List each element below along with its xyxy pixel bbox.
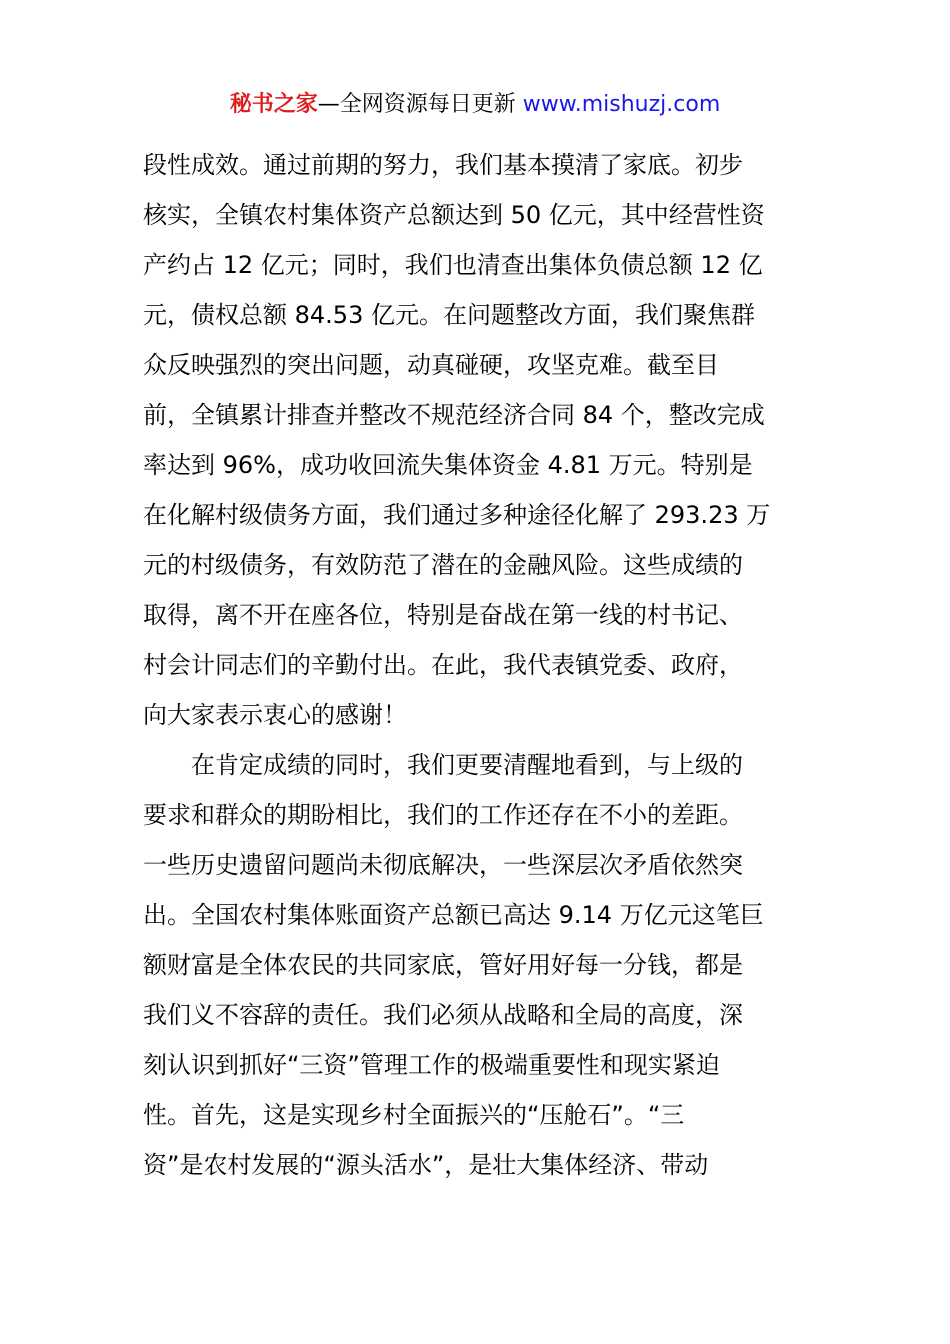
- text-line: 向大家表示衷心的感谢！: [143, 701, 407, 729]
- text-line: 前，全镇累计排查并整改不规范经济合同 84 个，整改完成: [143, 401, 765, 429]
- text-line: 一些历史遗留问题尚未彻底解决，一些深层次矛盾依然突: [143, 851, 743, 879]
- text-line: 元，债权总额 84.53 亿元。在问题整改方面，我们聚焦群: [143, 301, 755, 329]
- text-line: 要求和群众的期盼相比，我们的工作还存在不小的差距。: [143, 801, 743, 829]
- page-header: [0, 88, 950, 122]
- header-tagline: —全网资源每日更新: [317, 92, 523, 117]
- text-line: 资”是农村发展的“源头活水”，是壮大集体经济、带动: [143, 1151, 709, 1179]
- text-line: 出。全国农村集体账面资产总额已高达 9.14 万亿元这笔巨: [143, 901, 764, 929]
- text-line: 率达到 96%，成功收回流失集体资金 4.81 万元。特别是: [143, 451, 753, 479]
- text-line: 取得，离不开在座各位，特别是奋战在第一线的村书记、: [143, 601, 743, 629]
- text-line: 核实，全镇农村集体资产总额达到 50 亿元，其中经营性资: [143, 201, 765, 229]
- text-line: 性。首先，这是实现乡村全面振兴的“压舱石”。“三: [143, 1101, 685, 1129]
- document-body: [143, 140, 807, 1190]
- text-line: 在化解村级债务方面，我们通过多种途径化解了 293.23 万: [143, 501, 771, 529]
- site-url-link[interactable]: www.mishuzj.com: [522, 92, 721, 117]
- brand-name: 秘书之家: [229, 92, 318, 117]
- text-line: 刻认识到抓好“三资”管理工作的极端重要性和现实紧迫: [143, 1051, 720, 1079]
- text-line: 元的村级债务，有效防范了潜在的金融风险。这些成绩的: [143, 551, 743, 579]
- text-line: 我们义不容辞的责任。我们必须从战略和全局的高度，深: [143, 1001, 743, 1029]
- text-line: 众反映强烈的突出问题，动真碰硬，攻坚克难。截至目: [143, 351, 719, 379]
- text-line: 段性成效。通过前期的努力，我们基本摸清了家底。初步: [143, 151, 743, 179]
- text-line: 产约占 12 亿元；同时，我们也清查出集体负债总额 12 亿: [143, 251, 763, 279]
- text-line: 额财富是全体农民的共同家底，管好用好每一分钱，都是: [143, 951, 743, 979]
- text-line: 村会计同志们的辛勤付出。在此，我代表镇党委、政府，: [143, 651, 743, 679]
- paragraph-first-line: 在肯定成绩的同时，我们更要清醒地看到，与上级的: [191, 751, 743, 779]
